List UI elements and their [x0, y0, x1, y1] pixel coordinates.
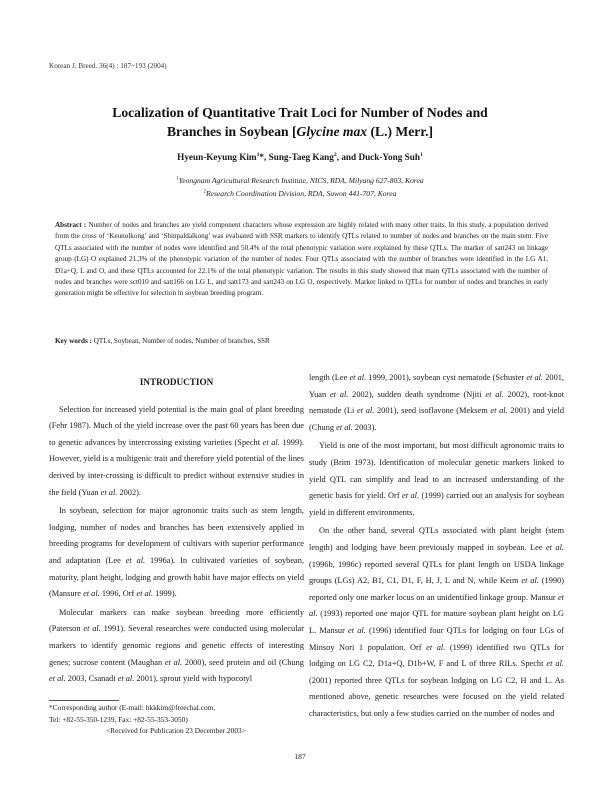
author-name: Hyeun-Keyung Kim — [177, 152, 257, 162]
citation-et-al: et al. — [348, 625, 366, 635]
page-number: 187 — [294, 752, 306, 761]
affiliation-text: Research Coordination Division, RDA, Suwon 441-707, Korea — [205, 189, 397, 198]
paragraph-text: 2001) and yield (Chung — [309, 406, 564, 432]
paragraph-text: (1999) carried out an analysis for soybean yield in different environments. — [309, 491, 564, 517]
author-separator: , and — [336, 152, 359, 162]
paragraph-text: (1990) reported only one marker locus on an unidentified linkage group. Mansur — [309, 576, 564, 602]
affiliation-1 — [40, 176, 560, 185]
citation-et-al: et al. — [349, 373, 367, 382]
paragraph-text: 1996, Orf — [99, 589, 137, 599]
paragraph-text: In soybean, selection for major agronomic traits such as stem length, lodging, number of nodes and branches has been extensively applied in breeding programs for development of cultivars with superior performance and adaptation (Lee — [49, 506, 304, 565]
paragraph — [309, 370, 564, 436]
paragraph-text: 2002), root-knot nematode (Li — [309, 389, 565, 416]
abstract-body: Number of nodes and branches are yield component characters whose expression are highly related with many other traits. In this study, a population derived from the cross of ‘Keunolkong’ and ‘Shinpaldalkong’ was evaluated with SSR markers to identify QTLs related to number of nodes and branches on the main stem. Five QTLs associated with the number of nodes were identified and 50.4% of the total phenotypic variation were explained by these QTLs. The marker of satt243 on linkage group (LG) O explained 21.3% of the phenotypic variation of the number of nodes. Four QTLs associated with the number of branches were identified in the LG A1, D1a+Q, L and O, and these QTLs accounted for 22.1% of the total phenotypic variation. The results in this study showed that main QTLs associated with the number of nodes and branches were sct010 and satt166 on LG L, and satt173 and satt243 on LG O, respectively. Marker linked to QTLs for number of nodes and branches in early generation might be effective for selection in soybean breeding program. — [55, 221, 548, 298]
citation-et-al: et al. — [546, 659, 564, 669]
paragraph — [49, 402, 304, 502]
section-heading: INTRODUCTION — [139, 377, 214, 387]
corresponding-author-phone: Tel: +82-55-350-1239, Fax: +82-55-353-3050) — [49, 714, 188, 724]
journal-reference: Korean J. Breed. 36(4) : 187~193 (2004) — [49, 62, 167, 70]
paragraph-text: Yield is one of the most important, but most difficult agronomic traits to study (Brim 1973). Identification of molecular genetic markers linked to yield QTL can simplify and lead to an increased understanding of the genetic basis for yield. Orf — [309, 441, 564, 501]
paragraph-text: (1996b, 1996c) reported several QTLs for plant length on USDA linkage groups (LGs) A2, B1, C1, D1, F, H, J, L and N, while Keim — [309, 559, 564, 586]
keywords-body: QTLs, Soybean, Number of nodes, Number of branches, SSR — [93, 337, 270, 345]
affiliation-2 — [40, 189, 560, 198]
citation-et-al: et al. — [336, 422, 353, 432]
paragraph — [309, 438, 564, 521]
citation-et-al: et al. — [329, 389, 349, 399]
author-name: Sung-Taeg Kang — [268, 152, 334, 162]
corresponding-marker: *, — [259, 152, 269, 162]
corresponding-author-email: *Corresponding author (E-mail: hkkkim@freechal.com, — [49, 703, 216, 712]
footnote-divider — [49, 700, 119, 701]
paragraph-text: 2001), sprout yield with hypocotyl — [134, 674, 253, 684]
paragraph-text: (1996) identified four QTLs for lodging on four LGs of Minsoy Nori 1 population. Orf — [309, 625, 564, 652]
citation-et-al: et al. — [485, 389, 504, 399]
paragraph-text: (2001) reported three QTLs for soybean lodging on LG C2, H and L. As mentioned above, genetic researches were focused on the yield related characteristics, but only a few studies carried on the number of nodes and — [309, 675, 564, 718]
citation-et-al: et al. — [49, 674, 66, 684]
affiliation-text: Yeongnam Agricultural Research Institute, NICS, RDA, Milyang 627-803, Korea — [178, 176, 424, 185]
paragraph-text: 2001, Yuan — [309, 373, 565, 399]
title-line-2 — [40, 122, 560, 141]
species-name: Glycine max — [296, 124, 368, 139]
paragraph — [309, 523, 564, 722]
paragraph-text: 1999, 2001), soybean cyst nematode (Schuster — [366, 373, 527, 382]
paragraph-text: On the other hand, several QTLs associated with plant height (stem length) and lodging have been previously mapped in soybean. Lee — [309, 526, 564, 552]
paragraph-text: 1999). — [153, 589, 177, 599]
author-name: Duck-Yong Suh — [358, 152, 420, 162]
paragraph — [49, 503, 304, 603]
citation-et-al: et al. — [402, 491, 420, 501]
paragraph-text: 2002), sudden death syndrome (Njiti — [348, 389, 486, 399]
affiliation-marker: 1 — [256, 151, 260, 158]
citation-et-al: et al. — [117, 674, 135, 684]
title-line-1: Localization of Quantitative Trait Loci for Number of Nodes and — [112, 105, 488, 120]
citation-et-al: et al. — [521, 576, 539, 586]
author-list — [40, 152, 560, 162]
citation-et-al: et al. — [526, 373, 544, 382]
paragraph-text: Molecular markers can make soybean breeding more efficiently (Paterson — [49, 607, 304, 634]
paragraph-text: 1999). However, yield is a multigenic trait and therefore yield potential of the lines derived by inter-crossing is difficult to predict without extensive studies in the field (Yuan — [49, 437, 305, 497]
citation-et-al: et al. — [490, 406, 508, 416]
paragraph-text: (1993) reported one major QTL for mature soybean plant height on LG L. Mansur — [309, 609, 564, 635]
affiliation-marker: 2 — [203, 189, 206, 195]
paragraph-text: 1996a). In cultivated varieties of soybean, maturity, plant height, lodging and growth habit have major effects on yield (Mansure — [49, 555, 305, 599]
citation-et-al: et al. — [83, 589, 100, 599]
paragraph-text: length (Lee — [309, 373, 350, 382]
citation-et-al: et al. — [309, 592, 564, 619]
paragraph — [49, 605, 304, 688]
abstract-label: Abstract : — [55, 221, 87, 229]
abstract — [55, 220, 548, 300]
paragraph-text: 2002). — [117, 487, 141, 497]
citation-et-al: et al. — [83, 624, 101, 634]
paragraph-text: 2003). — [352, 422, 377, 432]
left-column — [49, 370, 304, 688]
citation-et-al: et al. — [125, 555, 146, 565]
keywords-label: Key words : — [55, 337, 92, 345]
citation-et-al: et al. — [357, 406, 375, 416]
citation-et-al: et al. — [100, 487, 118, 497]
affiliation-marker: 1 — [419, 151, 423, 158]
paragraph-text: (1999) identified two QTLs for lodging on LG C2, D1a+Q, D1b+W, F and L of three RILs. Specht — [309, 642, 564, 669]
paragraph-text: Selection for increased yield potential is the main goal of plant breeding (Fehr 1987). Much of the yield increase over the past 60 years has been due to genetic advances by intercrossing existing varieties (Specht — [49, 404, 304, 447]
paragraph-text: 2003, Csanadi — [65, 674, 118, 684]
paper-title — [40, 103, 560, 141]
affiliation-marker: 2 — [333, 151, 337, 158]
keywords — [55, 337, 548, 345]
title-text: Branches in Soybean [ — [166, 124, 297, 139]
citation-et-al: et al. — [136, 589, 154, 599]
citation-et-al: et al. — [164, 657, 183, 667]
title-text: (L.) Merr.] — [367, 124, 434, 139]
paragraph-text: 2001), seed isoflavone (Meksem — [374, 406, 491, 416]
affiliation-marker: 1 — [176, 176, 179, 182]
citation-et-al: et al. — [426, 642, 446, 652]
citation-et-al: et al. — [545, 542, 564, 552]
paragraph-text: 1991). Several researches were conducted using molecular markers to identify genomic regions and genetic effects of interesting genes; sucrose content (Maughan — [49, 624, 305, 667]
paragraph-text: 2000), seed protein and oil (Chung — [182, 657, 304, 667]
received-date: <Received for Publication 23 December 2003> — [106, 726, 246, 736]
footnote — [49, 702, 304, 737]
citation-et-al: et al. — [262, 437, 280, 447]
right-column — [309, 370, 564, 722]
